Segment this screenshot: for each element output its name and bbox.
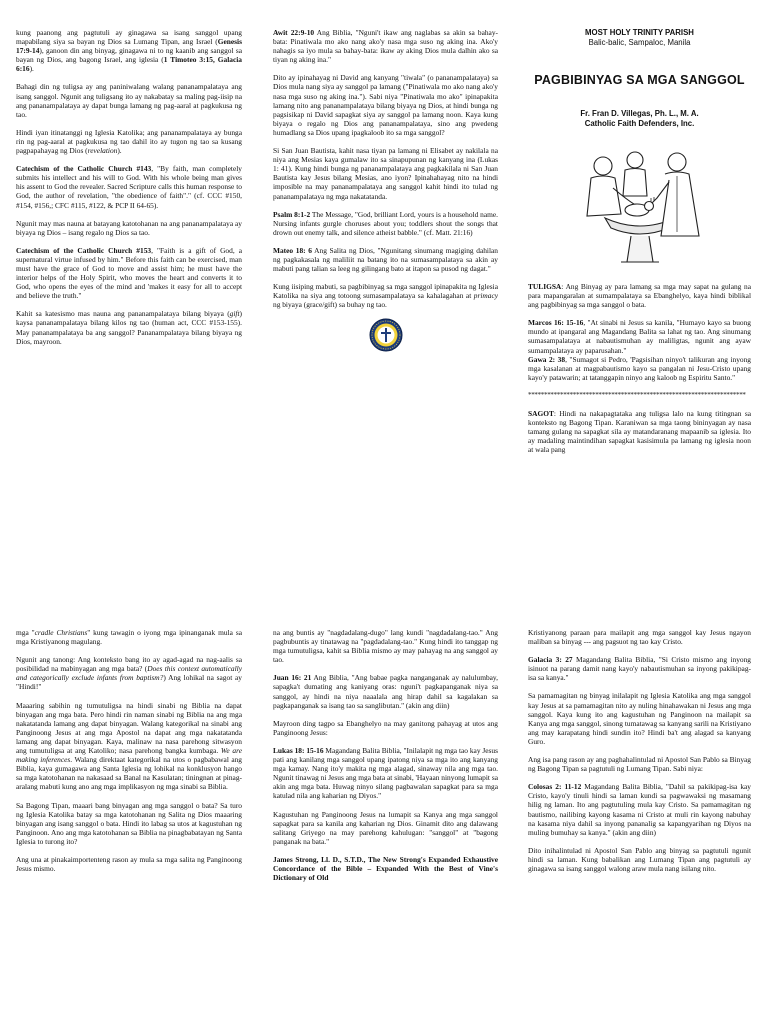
paragraph: Psalm 8:1-2 The Message, "God, brilliant Lord, yours is a household name. Nursing infants gurgle choruses about you; toddlers shout the songs that drown out enemy talk, and silence atheist babble." (cf. Matt. 21:16)	[273, 209, 498, 237]
paragraph: Maaaring sabihin ng tumutuligsa na hindi sinabi ng Biblia na dapat binyagan ang mga bata. Pero hindi rin naman sinabi ng Biblia na ang mga nakatatanda lamang ang dapat binyagan. Walang kategorikal na sinabi ang Panginoong Jesus at ang mga Apostol na dapat ang mga nakatatanda lamang ang dapat binyagan. Kaya, malinaw na nasa parehong sitwasyon ang tumutuligsa at ang Katoliko; nasa parehong bangka kumbaga. We are making inferences. Walang direktaat kategorikal na utos o pagbabawal ang Biblia, kaya gumagawa ang Santa Iglesia ng lohikal na konklusyon hango sa mga katotohanan na nakasaad sa Banal na Kasulatan; tiningnan at pinag-aralang mabuti kung ano ang mga implikasyon ng mga sinabi sa Biblia.	[16, 700, 242, 792]
paragraph: Sa Bagong Tipan, maaari bang binyagan ang mga sanggol o bata? Sa turo ng Iglesia Katolika batay sa mga katotohanan ng Salita ng Dios maaaring binyagan ang isang sanggol o bata. Hindi ito labag sa utos at kagustuhan ng Panginoon. Ano ang mga katotohanan sa Biblia na pinagbabatayan ng Santa Iglesia to turong ito?	[16, 800, 242, 846]
paragraph: na ang buntis ay "nagdadalang-dugo" lang kundi "nagdadalang-tao." Ang pagbubuntis ay tinatawag na "pagdadalang-tao." Kung hindi ito tanggap ng mga tumutuligsa, kahit sa Biblia mismo ay may pahayag na ang sanggol ay tao.	[273, 628, 498, 665]
panel-bottom-middle	[273, 628, 498, 1024]
parish-header	[528, 28, 751, 47]
document-title: PAGBIBINYAG SA MGA SANGGOL	[534, 73, 745, 87]
panel-bottom-left	[16, 628, 242, 1024]
paragraph: Mateo 18: 6 Ang Salita ng Dios, "Ngunitang sinumang magiging dahilan ng pagkakasala ng maliliit na batang ito na sumasampalataya sa akin ay mabuti pang talian sa leeg ng gilingang bato at itapon sa pusod ng dagat."	[273, 245, 498, 274]
paragraph: Ngunit ang tanong: Ang konteksto bang ito ay agad-agad na nag-aalis sa posibilidad na mabinyagan ang mga bata? (Does this context automatically and categorically exclude infants from baptism?) Ang lohikal na sagot ay "Hindi!"	[16, 655, 242, 692]
paragraph: TULIGSA: Ang Binyag ay para lamang sa mga may sapat na gulang na para mapangaralan at sumampalataya sa Ebanghelyo, kaya hindi biblikal ang pagbibinyag sa mga sanggol o bata.	[528, 282, 751, 310]
paragraph: Galacia 3: 27 Magandang Balita Biblia, "Si Cristo mismo ang inyong isinuot na parang damit nang kayo'y nabautismuhan sa inyong pakikipag-isa sa kanya."	[528, 655, 751, 683]
paragraph: James Strong, Ll. D., S.T.D., The New Strong's Expanded Exhaustive Concordance of the Bible – Expanded With the Best of Vine's Dictionary of Old	[273, 854, 498, 883]
paragraph: Dito ay ipinahayag ni David ang kanyang "tiwala" (o pananampalataya) sa Dios mula nang siya ay sanggol pa lamang ("Pinatiwala mo ako nang ako'y nasa mga suso ng aking ina."). Sabi niya "Pinatiwala mo ako" ipinapakita lamang nito ang pananampalataya bilang biyaya ng Dios, at hindi bunga ng pagsisikap ni David sapagkat siya ay sanggol pa lamang noon. Kaya kung biyaya o regalo ng Dios ang pananampalataya, sino ang pwedeng humadlang sa Dios upang ipagkaloob ito sa mga sanggol?	[273, 73, 498, 137]
panel-top-right-cover	[528, 28, 751, 588]
paragraph: Lukas 18: 15-16 Magandang Balita Biblia, "Inilalapit ng mga tao kay Jesus pati ang kanilang mga sanggol upang ipatong niya sa mga ito ang kanyang mga kamay. Nang ito'y makita ng mga alagad, sinaway nila ang mga tao. Ngunit tinawag ni Jesus ang mga bata at sinabi, 'Hayaan ninyong lumapit sa akin ang mga bata. Huwag ninyo silang pagbawalan sapagkat para sa mga katulad nila ang kaharian ng Diyos."	[273, 745, 498, 801]
paragraph: Dito inihalintulad ni Apostol San Pablo ang binyag sa pagtutuli ngunit hindi sa laman. Kung babalikan ang Lumang Tipan ang pagtutuli ay ginagawa sa isang sanggol walong araw mula nang isilang nito.	[528, 845, 751, 873]
paragraph: Ang una at pinakaimportenteng rason ay mula sa mga salita ng Panginoong Jesus mismo.	[16, 854, 242, 874]
paragraph: Kagustuhan ng Panginoong Jesus na lumapit sa Kanya ang mga sanggol sapagkat para sa kanila ang kaharian ng Dios. Ginamit dito ang dalawang salitang Griyego na may parehong kahulugan: "sanggol" at "bagong panganak na bata."	[273, 809, 498, 846]
paragraph: Awit 22:9-10 Ang Biblia, "Nguni't ikaw ang naglabas sa akin sa bahay-bata: Pinatiwala mo ako nang ako'y nasa mga suso ng aking ina. Ako'y nahagis sa iyo mula sa bahay-bata: ikaw ay aking Dios mula dalhin ako sa tiyan ng aking ina."	[273, 28, 498, 65]
paragraph: Ngunit may mas nauna at batayang katotohanan na ang pananampalataya ay biyaya ng Dios – isang regalo ng Dios sa tao.	[16, 218, 242, 237]
paragraph: Kahit sa katesismo mas nauna ang pananampalataya bilang biyaya (gift) kaysa pananampalataya bilang kilos ng tao (human act, CCC #153-155). May pananampalataya ba ang sanggol? Pananampalataya bilang biyaya ng Dios, mayroon.	[16, 309, 242, 346]
parish-location: Balic-balic, Sampaloc, Manila	[588, 37, 691, 47]
panel-top-left	[16, 28, 242, 588]
baptism-illustration	[565, 140, 715, 268]
paragraph: Juan 16: 21 Ang Biblia, "Ang babae pagka nanganganak ay nalulumbay, sapagka't dumating ang kaniyang oras: nguni't pagkapanganak niya sa sanggol, ay hindi na niya naaalala ang hirap dahil sa kagalakan sa pagkapanganak sa isang tao sa sanglibutan." (akin ang diin)	[273, 673, 498, 710]
paragraph: Colosas 2: 11-12 Magandang Balita Biblia, "Dahil sa pakikipag-isa kay Cristo, kayo'y tinuli hindi sa laman kundi sa pagwawaksi ng masamang hilig ng laman. Ito ang pagtutuling mula kay Cristo. Sa pamamagitan ng bautismo, nailibing kayong kasama ni Cristo at muli rin kayong nabuhay na kasama niya dahil sa inyong pananalig sa kapangyarihan ng Diyos na muling bumuhay sa kanya." (akin ang diin)	[528, 782, 751, 837]
paragraph: Catechism of the Catholic Church #143, "By faith, man completely submits his intellect and his will to God. With his whole being man gives his assent to God the revealer. Sacred Scripture calls this human response to God, the author of revelation, "the obedience of faith"." (cf. CCC #150, #154, #156,; CFC #115, #122, & PCP II 64-65).	[16, 164, 242, 210]
paragraph: mga "cradle Christians" kung tawagin o iyong mga ipinanganak mula sa mga Kristiyanong magulang.	[16, 628, 242, 647]
panel-top-middle	[273, 28, 498, 588]
author-organization: Catholic Faith Defenders, Inc.	[584, 118, 695, 128]
author-name: Fr. Fran D. Villegas, Ph. L., M. A.	[580, 109, 699, 118]
paragraph: Catechism of the Catholic Church #153, "Faith is a gift of God, a supernatural virtue infused by him." Before this faith can be exercised, man must have the grace of God to move and assist him; he must have the interior helps of the Holy Spirit, who moves the heart and converts it to God, who opens the eyes of the mind and 'makes it easy for all to accept and believe the truth."	[16, 245, 242, 301]
author-block	[528, 109, 751, 128]
paragraph: Ang isa pang rason ay ang paghahalintulad ni Apostol San Pablo sa Binyag ng Bagong Tipan sa pagtutuli ng Lumang Tipan. Sabi niya:	[528, 755, 751, 774]
paragraph: Marcos 16: 15-16, "At sinabi ni Jesus sa kanila, "Humayo kayo sa buong mundo at ipangaral ang Magandang Balita sa lahat ng tao. Ang sinumang sumasampalataya at nabautismuhan ay maliligtas, ngunit ang ayaw sumampalataya ay paparusahan." Gawa 2: 38, "Sumagot si Pedro, 'Pagsisihan ninyo't talikuran ang inyong mga kasalanan at magpabautismo kayo sa pangalan ni Jesu-Cristo upang kayo'y patawarin; at tatanggapin ninyo ang kaloob ng Espiritu Santo."	[528, 318, 751, 382]
paragraph: Hindi iyan itinatanggi ng Iglesia Katolika; ang pananampalataya ay bunga rin ng pag-aaral at pagkukusa ng tao dahil ito ay tugon ng tao sa kusang pagpapahayag ng Dios (revelation).	[16, 127, 242, 156]
parish-seal-logo	[369, 318, 403, 352]
paragraph: Kung iisiping mabuti, sa pagbibinyag sa mga sanggol ipinapakita ng Iglesia Katolika na siya ang totoong sumasampalataya sa kahalagahan at primacy ng biyaya (grace/gift) sa buhay ng tao.	[273, 282, 498, 310]
parish-name: MOST HOLY TRINITY PARISH	[585, 28, 694, 37]
paragraph: SAGOT: Hindi na nakapagtataka ang tuligsa lalo na kung titingnan sa konteksto ng Bagong Tipan. Karaniwan sa mga taong bininyagan ay nasa tamang gulang na sapagkat sila ay matandaranang mapaanib sa iglesia. Ito ay madaling maintindihan sapagkat kasisimula pa lamang ng iglesia noon at wala pang	[528, 409, 751, 455]
paragraph: Si San Juan Bautista, kahit nasa tiyan pa lamang ni Elisabet ay nakilala na niya ang Mesias kaya gumalaw ito sa sinapupunan ng kanyang ina (Lukas 1: 41). Kung hindi bunga ng pananampalataya ang pagkakilala ni San Juan Bautista kay Jesus bilang Mesias, ano iyon? Ipinahahayag nito na hindi imposible na may pananampalataya ang sanggol kahit hindi ito tulad ng pananampalataya ng mga nakatatanda.	[273, 146, 498, 201]
paragraph: kung paanong ang pagtutuli ay ginagawa sa isang sanggol upang mapabilang siya sa bayan ng Dios sa Lumang Tipan, ang Israel (Genesis 17:9-14), ganoon din ang binyag, ginagawa ni to ng kaanib ang sanggol sa bayan ng Dios, ang bagong Israel, ang iglesia (1 Timoteo 3:15, Galacia 6:16).	[16, 28, 242, 74]
paragraph: Sa pamamagitan ng binyag inilalapit ng Iglesia Katolika ang mga sanggol kay Jesus at sa pamamagitan nito ay nuling hinahawakan ni Jesus ang mga sanggol. Kaya kung ito ang kagustuhan ng Panginoon na mailapit sa Kanya ang mga sanggol, sinong tumatawag sa kanyang sarili na Kristiyano ang may karapatang hindi sundin ito? Hindi ba't ang alagad sa kanyang Guro.	[528, 691, 751, 746]
paragraph: Kristiyanong paraan para mailapit ang mga sanggol kay Jesus ngayon maliban sa binyag --- ang pagsuot ng tao kay Cristo.	[528, 628, 751, 647]
asterisk-divider: ********************************************************************	[528, 390, 746, 399]
paragraph: Mayroon ding tagpo sa Ebanghelyo na may ganitong pahayag at utos ang Panginoong Jesus:	[273, 718, 498, 737]
paragraph: Bahagi din ng tuligsa ay ang paniniwalang walang pananampalataya ang isang sanggol. Ngunit ang tuligsang ito ay nakabatay sa maling pag-iisip na ang pananampalataya ay dapat bunga lamang ng pag-aaral at pagkukusa ng tao.	[16, 82, 242, 119]
panel-bottom-right	[528, 628, 751, 1024]
